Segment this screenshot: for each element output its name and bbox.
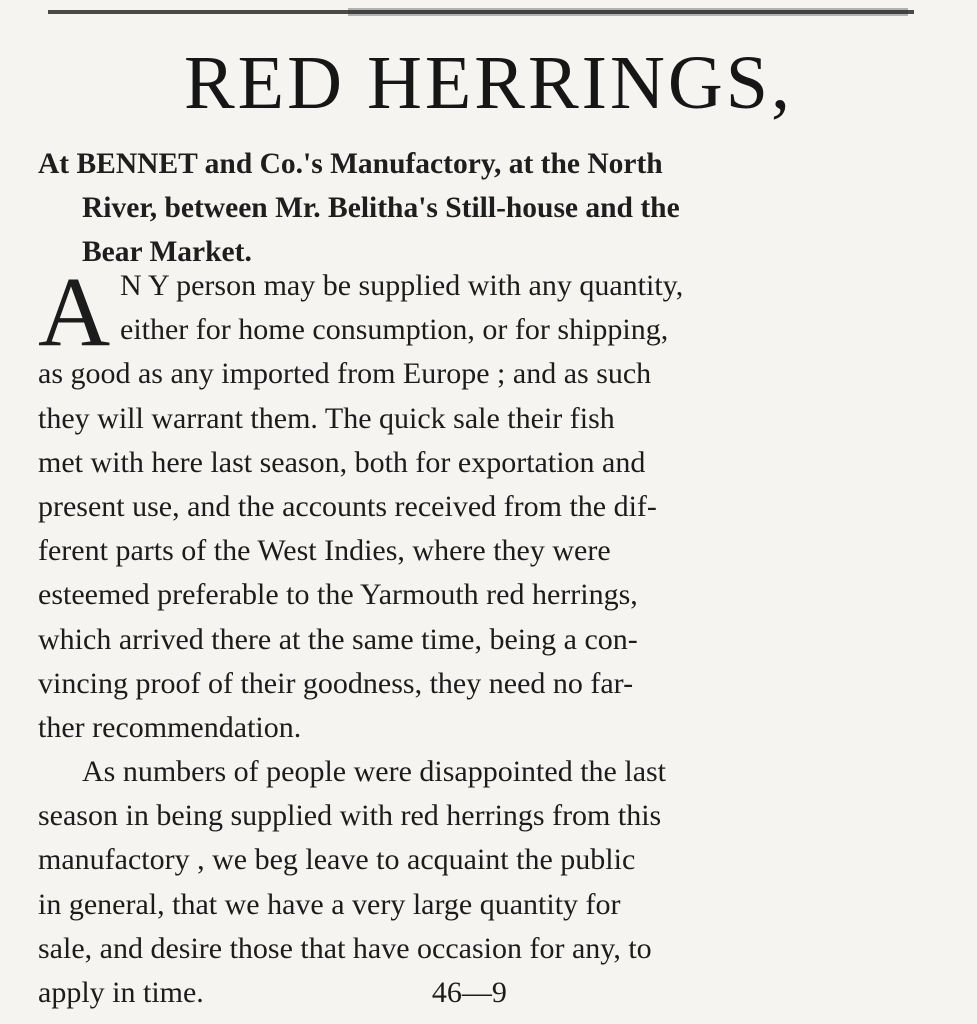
text-line: esteemed preferable to the Yarmouth red herrings,	[38, 578, 638, 612]
text-line: they will warrant them. The quick sale their fish	[38, 401, 615, 435]
text-line: manufactory , we beg leave to acquaint the public	[38, 843, 636, 877]
text-line-content: apply in time.	[38, 976, 204, 1009]
text-line: met with here last season, both for exportation and	[38, 445, 646, 479]
text-line: season in being supplied with red herrings from this	[38, 799, 662, 833]
ad-code: 46—9	[431, 976, 507, 1009]
advertisement-heading: RED HERRINGS,	[183, 41, 794, 125]
text-line-content: N Y person may be supplied with any quantity,	[120, 269, 684, 302]
text-line: present use, and the accounts received from the dif-	[38, 489, 657, 523]
text-line: in general, that we have a very large quantity for	[38, 887, 621, 921]
text-line: either for home consumption, or for shipping,	[120, 313, 669, 347]
text-line: vincing proof of their goodness, they need no far-	[38, 666, 634, 700]
text-line: which arrived there at the same time, being a con-	[38, 622, 638, 656]
advertisement-body	[38, 256, 938, 1015]
text-line	[38, 971, 938, 1015]
text-line: ferent parts of the West Indies, where they were	[38, 534, 611, 568]
paragraph-2	[38, 750, 938, 1015]
text-line: sale, and desire those that have occasion for any, to	[38, 931, 652, 965]
address-block	[38, 142, 938, 274]
text-line: As numbers of people were disappointed the last	[82, 755, 667, 789]
address-line: River, between Mr. Belitha's Still-house and the	[82, 192, 680, 224]
text-line: ther recommendation.	[38, 710, 302, 744]
drop-cap: A	[38, 256, 111, 367]
address-line: Bear Market.	[82, 236, 252, 268]
text-line: as good as any imported from Europe ; and as such	[38, 357, 652, 391]
address-line: At BENNET and Co.'s Manufactory, at the North	[38, 148, 663, 180]
paragraph-1	[38, 256, 938, 750]
top-rule	[48, 8, 914, 16]
